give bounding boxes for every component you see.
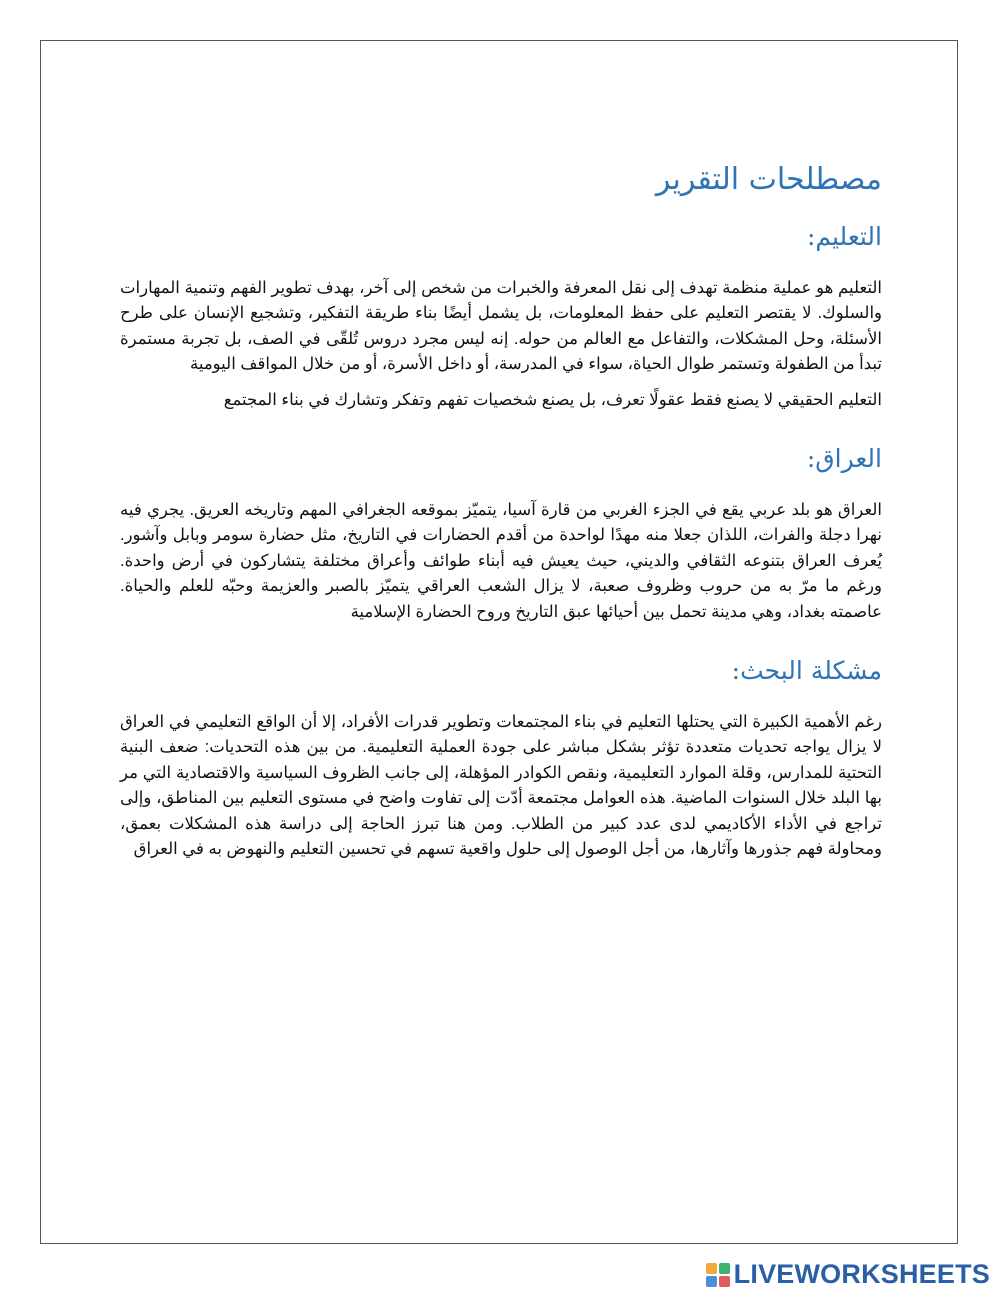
section-education	[120, 221, 882, 413]
liveworksheets-logo-text: LIVEWORKSHEETS	[733, 1259, 990, 1289]
logo-cell-icon	[719, 1276, 730, 1287]
logo-cell-icon	[719, 1263, 730, 1274]
education-definition-paragraph: التعليم هو عملية منظمة تهدف إلى نقل المعرفة والخبرات من شخص إلى آخر، بهدف تطوير الفهم وتنمية المهارات والسلوك. لا يقتصر التعليم على حفظ المعلومات، بل يشمل أيضًا بناء طريقة التفكير، وتشجيع الإنسان على طرح الأسئلة، وحل المشكلات، والتفاعل مع العالم من حوله. إنه ليس مجرد دروس تُلقّى في الصف، بل تجربة مستمرة تبدأ من الطفولة وتستمر طوال الحياة، سواء في المدرسة، أو داخل الأسرة، أو من خلال المواقف اليومية	[120, 278, 882, 373]
liveworksheets-logo-icon	[706, 1263, 730, 1287]
logo-cell-icon	[706, 1276, 717, 1287]
iraq-description-paragraph: العراق هو بلد عربي يقع في الجزء الغربي من قارة آسيا، يتميّز بموقعه الجغرافي المهم وتاريخه العريق. يجري فيه نهرا دجلة والفرات، اللذان جعلا منه مهدًا لواحدة من أقدم الحضارات في التاريخ، مثل حضارة سومر وبابل وآشور. يُعرف العراق بتنوعه الثقافي والديني، حيث يعيش فيه أبناء طوائف وأعراق مختلفة يتشاركون في أرض واحدة. ورغم ما مرّ به من حروب وظروف صعبة، لا يزال الشعب العراقي يتميّز بالصبر والعزيمة وحبّه للعلم والحياة. عاصمته بغداد، وهي مدينة تحمل بين أحيائها عبق التاريخ وروح الحضارة الإسلامية	[120, 500, 882, 621]
education-quote-paragraph: التعليم الحقيقي لا يصنع فقط عقولًا تعرف، بل يصنع شخصيات تفهم وتفكر وتشارك في بناء المجتمع	[223, 390, 882, 409]
research-problem-paragraph: رغم الأهمية الكبيرة التي يحتلها التعليم في بناء المجتمعات وتطوير قدرات الأفراد، إلا أن الواقع التعليمي في العراق لا يزال يواجه تحديات متعددة تؤثر بشكل مباشر على جودة العملية التعليمية. من بين هذه التحديات: ضعف البنية التحتية للمدارس، وقلة الموارد التعليمية، ونقص الكوادر المؤهلة، إلى جانب الظروف السياسية والاقتصادية التي مر بها البلد خلال السنوات الماضية. هذه العوامل مجتمعة أدّت إلى تفاوت واضح في مستوى التعليم بين المناطق، وإلى تراجع في الأداء الأكاديمي لدى عدد كبير من الطلاب. ومن هنا تبرز الحاجة إلى دراسة هذه المشكلات بعمق، ومحاولة فهم جذورها وآثارها، من أجل الوصول إلى حلول واقعية تسهم في تحسين التعليم والنهوض به في العراق	[120, 712, 882, 858]
liveworksheets-logo	[706, 1261, 990, 1288]
document-body	[120, 160, 882, 873]
section-heading-research-problem: مشكلة البحث:	[731, 656, 882, 685]
section-heading-education: التعليم:	[806, 222, 882, 251]
section-research-problem	[120, 655, 882, 863]
section-iraq	[120, 443, 882, 625]
section-heading-iraq: العراق:	[806, 444, 882, 473]
logo-cell-icon	[706, 1263, 717, 1274]
document-title: مصطلحات التقرير	[655, 162, 882, 197]
